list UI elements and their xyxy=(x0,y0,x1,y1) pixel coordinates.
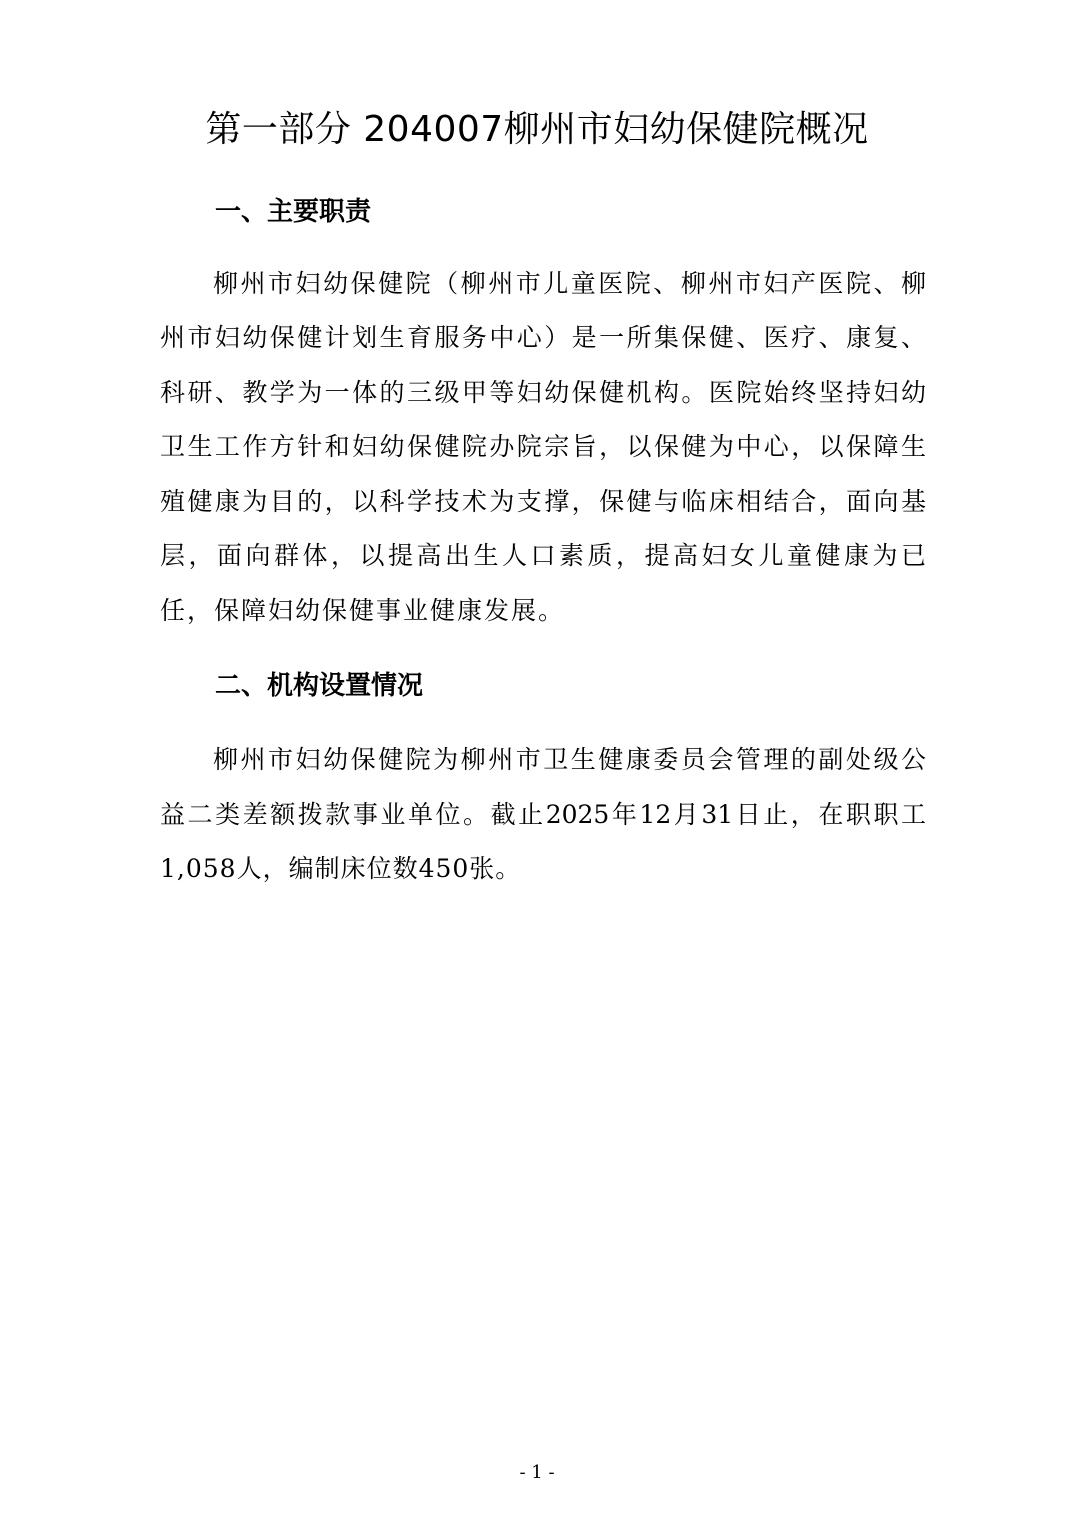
paragraph-line: 殖健康为目的，以科学技术为支撑，保健与临床相结合，面向基 xyxy=(160,487,926,516)
section-heading-duties: 一、主要职责 xyxy=(215,197,372,227)
paragraph-line: 层，面向群体，以提高出生人口素质，提高妇女儿童健康为已 xyxy=(160,541,926,570)
paragraph-line: 益二类差额拨款事业单位。截止2025年12月31日止，在职职工 xyxy=(160,800,926,829)
paragraph-line: 柳州市妇幼保健院（柳州市儿童医院、柳州市妇产医院、柳 xyxy=(213,269,926,298)
section-heading-organization: 二、机构设置情况 xyxy=(215,671,424,701)
paragraph-line: 卫生工作方针和妇幼保健院办院宗旨，以保健为中心，以保障生 xyxy=(160,432,926,461)
paragraph-line: 州市妇幼保健计划生育服务中心）是一所集保健、医疗、康复、 xyxy=(160,323,926,352)
paragraph-line: 1,058人，编制床位数450张。 xyxy=(160,854,522,883)
paragraph-line: 柳州市妇幼保健院为柳州市卫生健康委员会管理的副处级公 xyxy=(213,745,926,774)
paragraph-line: 科研、教学为一体的三级甲等妇幼保健机构。医院始终坚持妇幼 xyxy=(160,378,926,407)
paragraph-line: 任，保障妇幼保健事业健康发展。 xyxy=(160,596,566,625)
page-title: 第一部分 204007柳州市妇幼保健院概况 xyxy=(205,109,869,150)
page-number: - 1 - xyxy=(519,1462,555,1483)
